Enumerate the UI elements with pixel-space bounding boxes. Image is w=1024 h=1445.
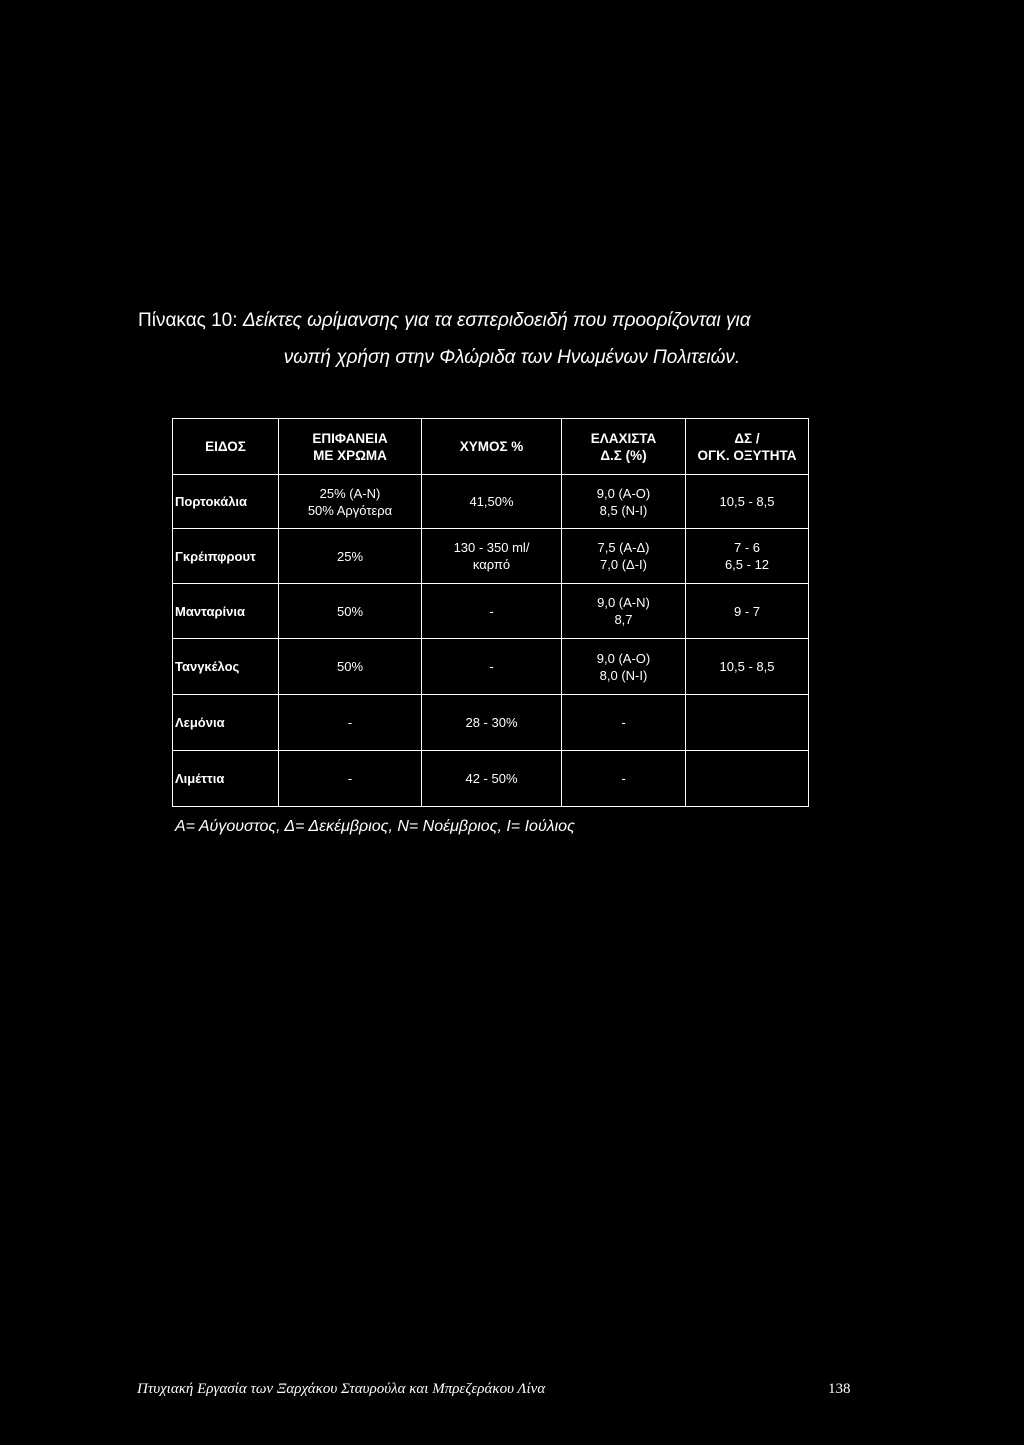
cell-line: ΕΛΑΧΙΣΤΑ xyxy=(590,430,657,446)
header-juice xyxy=(422,419,562,475)
header-min-ds xyxy=(562,419,686,475)
cell-line: 130 - 350 ml/ xyxy=(453,540,530,555)
table-caption-label: Πίνακας 10: xyxy=(138,310,238,331)
cell-line: 7,5 (Α-Δ) xyxy=(597,540,650,555)
cell-line: 25% xyxy=(336,548,364,564)
cell-line: ΕΠΙΦΑΝΕΙΑ xyxy=(312,430,388,446)
cell-line: 6,5 - 12 xyxy=(724,557,770,572)
surface-cell xyxy=(279,639,422,695)
min-ds-cell xyxy=(562,584,686,639)
cell-line: 10,5 - 8,5 xyxy=(719,659,775,674)
cell-line: 28 - 30% xyxy=(465,715,518,730)
cell-line: - xyxy=(347,715,353,730)
juice-cell xyxy=(422,584,562,639)
fruit-name-cell: Μανταρίνια xyxy=(173,584,279,639)
table-caption-title-cont: νωπή χρήση στην Φλώριδα των Ηνωμένων Πολιτειών. xyxy=(283,347,741,368)
header-ds-acidity xyxy=(686,419,809,475)
cell-line: - xyxy=(621,771,626,786)
table-row xyxy=(173,695,809,751)
cell-line: - xyxy=(489,603,494,619)
juice-cell xyxy=(422,695,562,751)
cell-line: 9,0 (Α-Ο) xyxy=(596,650,651,666)
cell-line: ΜΕ ΧΡΩΜΑ xyxy=(313,447,387,463)
header-surface-color xyxy=(279,419,422,475)
cell-line: - xyxy=(347,771,353,786)
cell-line: ΕΙΔΟΣ xyxy=(205,439,246,454)
min-ds-cell xyxy=(562,751,686,807)
cell-line: Δ.Σ (%) xyxy=(600,447,647,463)
header-type xyxy=(173,419,279,475)
table-row xyxy=(173,584,809,639)
surface-cell xyxy=(279,584,422,639)
table-row xyxy=(173,475,809,529)
ratio-cell xyxy=(686,639,809,695)
cell-line: 50% xyxy=(336,603,364,619)
table-header-row xyxy=(173,419,809,475)
ratio-cell xyxy=(686,475,809,529)
cell-line: ΟΓΚ. ΟΞΥΤΗΤΑ xyxy=(697,447,797,463)
cell-line: - xyxy=(621,715,626,730)
table-row xyxy=(173,639,809,695)
ratio-cell xyxy=(686,584,809,639)
min-ds-cell xyxy=(562,639,686,695)
table-caption-line-2 xyxy=(0,346,1024,370)
min-ds-cell xyxy=(562,529,686,584)
surface-cell xyxy=(279,751,422,807)
cell-line: 8,5 (Ν-Ι) xyxy=(599,502,648,518)
fruit-name-cell: Λεμόνια xyxy=(173,695,279,751)
cell-line: 9,0 (Α-Ν) xyxy=(597,595,650,610)
cell-line: ΧΥΜΟΣ % xyxy=(459,439,524,454)
table-row xyxy=(173,529,809,584)
surface-cell xyxy=(279,695,422,751)
ratio-cell xyxy=(686,529,809,584)
page-footer: Πτυχιακή Εργασία των Ξαρχάκου Σταυρούλα και Μπρεζεράκου Λίνα xyxy=(137,1381,546,1397)
surface-cell xyxy=(279,529,422,584)
table-row xyxy=(173,751,809,807)
table-caption-line-1 xyxy=(138,309,878,333)
cell-line: 50% Αργότερα xyxy=(307,502,393,518)
cell-line: 8,0 (Ν-Ι) xyxy=(599,667,648,683)
fruit-name-cell: Λιμέττια xyxy=(173,751,279,807)
ripeness-table xyxy=(172,418,809,807)
cell-line: 9 - 7 xyxy=(733,603,760,619)
cell-line: - xyxy=(489,659,494,674)
cell-line: 42 - 50% xyxy=(465,771,518,786)
min-ds-cell xyxy=(562,695,686,751)
cell-line: 8,7 xyxy=(614,612,633,627)
ratio-cell xyxy=(686,695,809,751)
cell-line: ΔΣ / xyxy=(734,430,760,446)
cell-line: 10,5 - 8,5 xyxy=(719,494,775,509)
cell-line: 50% xyxy=(336,659,364,674)
page-number: 138 xyxy=(828,1381,851,1397)
cell-line: 41,50% xyxy=(469,494,514,509)
juice-cell xyxy=(422,475,562,529)
min-ds-cell xyxy=(562,475,686,529)
table-caption-title: Δείκτες ωρίμανσης για τα εσπεριδοειδή που προορίζονται για xyxy=(242,310,751,331)
fruit-name-cell: Γκρέιπφρουτ xyxy=(173,529,279,584)
ratio-cell xyxy=(686,751,809,807)
juice-cell xyxy=(422,639,562,695)
juice-cell xyxy=(422,529,562,584)
fruit-name-cell: Τανγκέλος xyxy=(173,639,279,695)
cell-line: καρπό xyxy=(472,557,511,572)
cell-line: 7,0 (Δ-Ι) xyxy=(600,557,647,572)
juice-cell xyxy=(422,751,562,807)
fruit-name-cell: Πορτοκάλια xyxy=(173,475,279,529)
cell-line: 7 - 6 xyxy=(733,540,760,555)
cell-line: 25% (Α-Ν) xyxy=(319,485,381,501)
cell-line: 9,0 (Α-Ο) xyxy=(596,485,651,501)
surface-cell xyxy=(279,475,422,529)
legend-note: Α= Αύγουστος, Δ= Δεκέμβριος, Ν= Νοέμβριος, Ι= Ιούλιος xyxy=(175,818,575,835)
